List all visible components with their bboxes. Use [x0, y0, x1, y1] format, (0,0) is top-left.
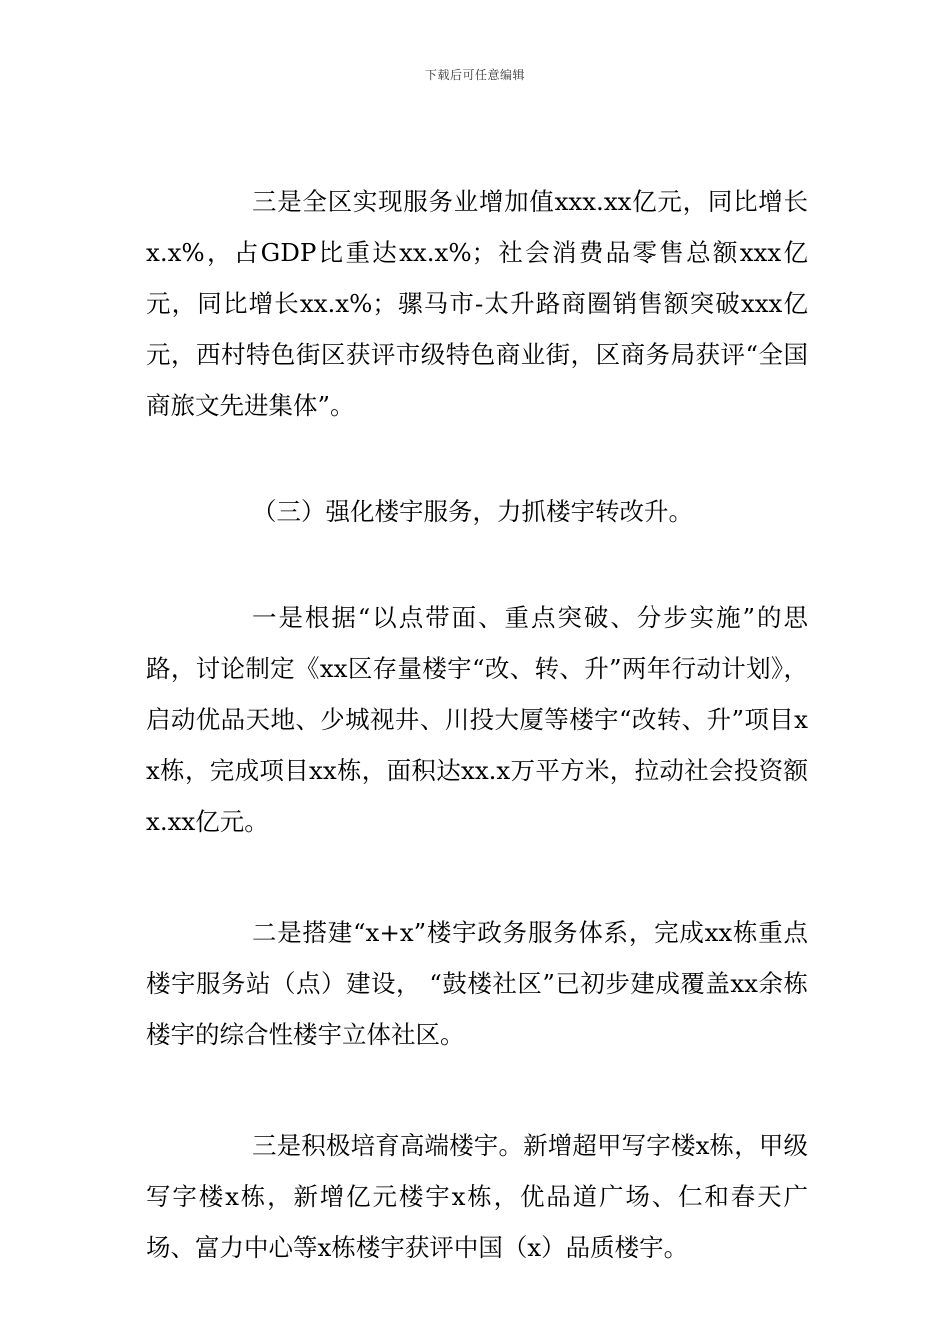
paragraph-service-industry: 三是全区实现服务业增加值xxx.xx亿元，同比增长x.x%，占GDP比重达xx.x%；社会消费品零售总额xxx亿元，同比增长xx.x%；骡马市-太升路商圈销售额突破xxx亿元，西村特色街区获评市级特色商业街，区商务局获评“全国商旅文先进集体”。 [146, 187, 808, 420]
paragraph-action-plan: 一是根据“以点带面、重点突破、分步实施”的思路，讨论制定《xx区存量楼宇“改、转、升”两年行动计划》，启动优品天地、少城视井、川投大厦等楼宇“改转、升”项目xx栋，完成项目xx栋，面积达xx.x万平方米，拉动社会投资额x.xx亿元。 [146, 603, 808, 836]
paragraph-spacer [146, 537, 808, 592]
paragraph-spacer [146, 1060, 808, 1120]
paragraph-spacer [146, 847, 808, 907]
paragraph-spacer [146, 431, 808, 486]
section-heading: （三）强化楼宇服务，力抓楼宇转改升。 [252, 497, 693, 526]
paragraph-high-end-buildings: 三是积极培育高端楼宇。新增超甲写字楼x栋，甲级写字楼x栋，新增亿元楼宇x栋，优品道广场、仁和春天广场、富力中心等x栋楼宇获评中国（x）品质楼宇。 [146, 1131, 808, 1262]
page-header: 下载后可任意编辑 [424, 68, 525, 82]
document-body [146, 176, 808, 1273]
paragraph-service-system: 二是搭建“x+x”楼宇政务服务体系，完成xx栋重点楼宇服务站（点）建设， “鼓楼社区”已初步建成覆盖xx余栋楼宇的综合性楼宇立体社区。 [146, 918, 808, 1049]
